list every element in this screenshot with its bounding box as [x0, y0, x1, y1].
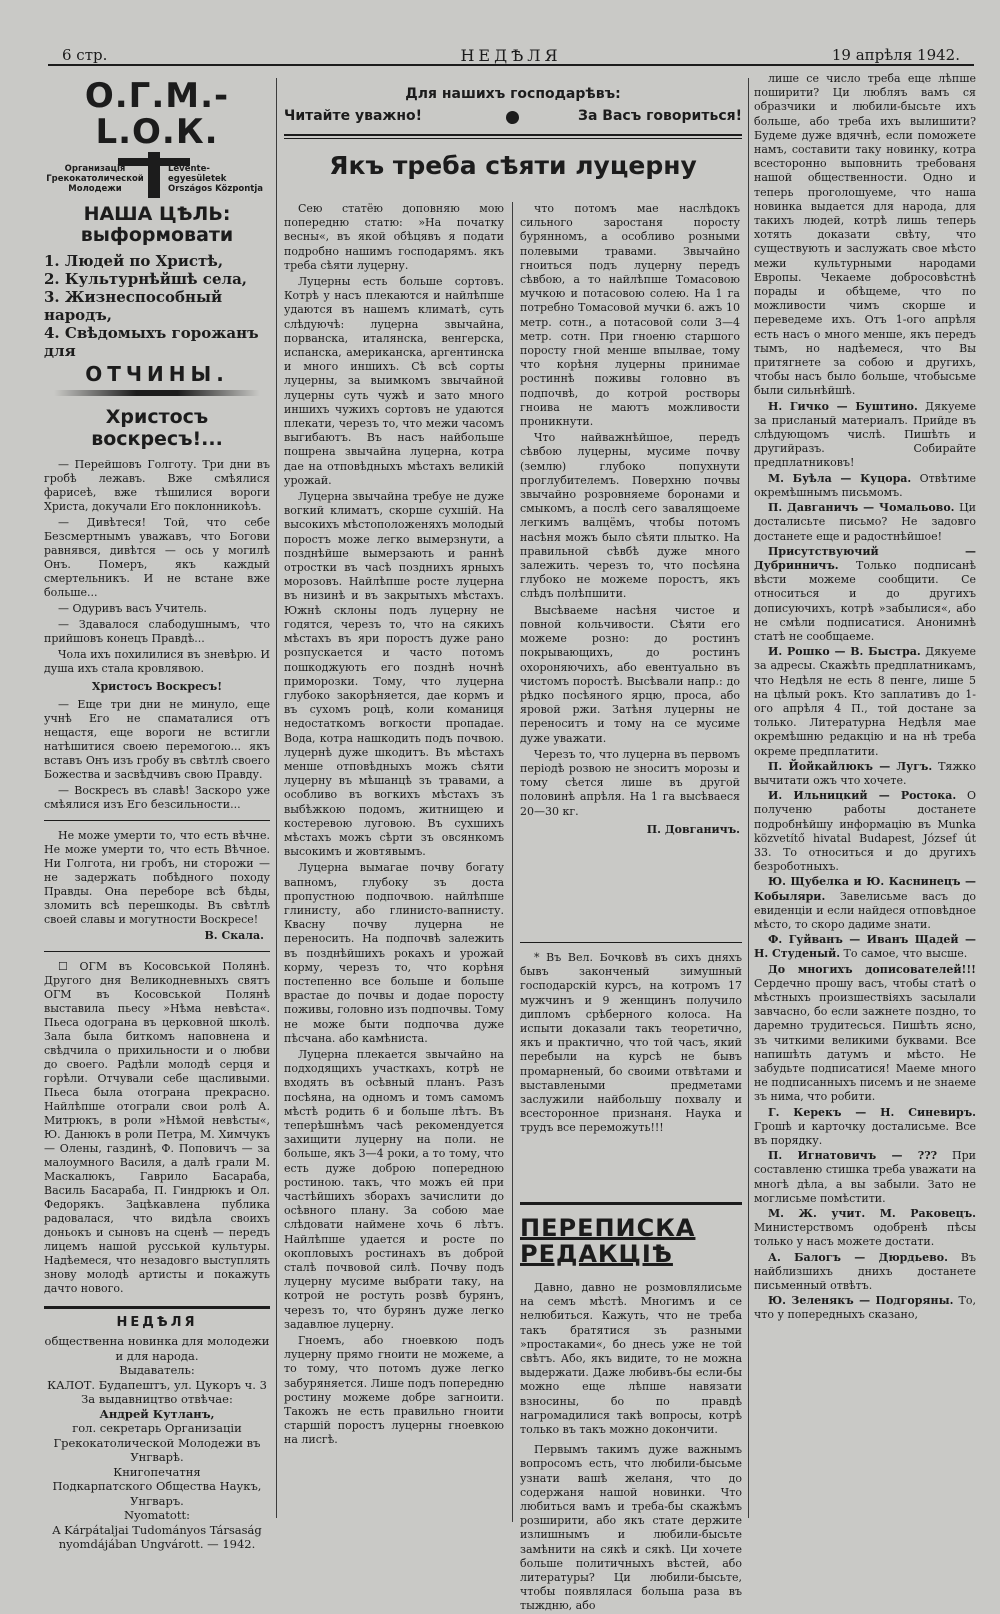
- paragraph: Первымъ такимъ дуже важнымъ вопросомъ есть, что любили-бысьме узнати вашѣ желаня, что до содержаня нашой новинки. Что любиться вамъ и треба-бы скажѣмъ розширити, або якъ стате держите излишнымъ и любили-бысьте замѣнити на сякѣ и сякѣ. Ци хочете больше политичныхъ вѣстей, або литературы? Ци любили-бысьте, чтобы появлялася больша раза въ тыждню, або: [520, 1443, 742, 1613]
- column-divider: [512, 202, 513, 1522]
- paragraph: Не може умерти то, что есть вѣчне. Не може умерти то, что есть Вѣчное. Ни Голгота, ни гробъ, ни сторожи — не задержать побѣдного походу Правды. Она переборе всѣ бѣды, зломить всѣ перешкоды. Въ свѣтлѣ своей славы и могутности Воскресе!: [44, 829, 270, 926]
- divider: [44, 820, 270, 821]
- paragraph: что потомъ мае наслѣдокъ сильного заростаня поросту бурянномъ, а особливо розными полевыми травами. Звычайно гноиться подъ луцерну передъ сѣвбою, а то найлѣпше Томасовою мучкою и потасовою солею. На 1 га потребно Томасовой мучки 6. ажъ 10 метр. сотн., а потасовой соли 3—4 метр. сотн. При гноеню старшого поросту гной менше впылвае, тому что корѣня луцерны принимае ростиннѣ поживы головно въ подпочвѣ, до котрой ростворы гноива не маютъ можливости проникнути.: [520, 202, 740, 429]
- ogm-subtitle-left: Организація Грекокатолической Молодежи: [46, 164, 144, 194]
- reply-item: Ю. Зеленякъ — Подгоряны. То, что у попередныхъ сказано,: [754, 1294, 976, 1322]
- paragraph: Луцерна звычайна требуе не дуже вогкий климатъ, скорше сухшій. На высокихъ мѣстоположеняхъ молодый пороcтъ може легко вымерзнути, а позднѣйше вымерзають и раннѣ отростки въ часѣ позднихъ ярныхъ морозовъ. Найлѣпше росте луцерна въ низинѣ и въ закрытыхъ мѣстахъ. Южнѣ склоны подъ луцерну не годятся, черезъ то, что на сякихъ мѣстахъ въ яри поростъ дуже рано розпускается и часто потомъ пошкоджують его позднѣ ночнѣ приморозки. Тому, что луцерна глубоко закорѣняется, дае кормъ и въ сухомъ роцѣ, коли команиця недостаткомъ вогкости пропадае. Вода, котра нашкодить подъ почвою. луцернѣ дуже шкодитъ. Въ мѣстахъ менше отповѣдныхъ можъ сѣяти луцерну въ мѣшанцѣ зъ травами, а особливо въ вогкихъ мѣстахъ зъ выбѣжкою подомъ, житнищею и костеревою луговою. Въ сухшихъ мѣстахъ можъ сѣрти зъ овсянкомъ высокимъ и жовтявымъ.: [284, 490, 504, 859]
- banner-left: Читайте уважно!: [284, 108, 423, 124]
- ornament-rule: [54, 390, 260, 396]
- reply-item: Присутствуючий — Дубринничъ. Только подписанѣ вѣсти можеме сообщити. Се относиться и до другихъ дописуючихъ, котрѣ »забылися«, або не смѣли подписатися. Анонимнѣ статѣ не сообщаеме.: [754, 544, 976, 643]
- reply-item: Ф. Гуйванъ — Иванъ Щадей — Н. Студеный. То самое, что высше.: [754, 933, 976, 961]
- article-title: Якъ треба сѣяти луцерну: [329, 151, 697, 180]
- ogm-logo-title: О.Г.М.-L.О.К.: [84, 76, 230, 152]
- imprint-line: гол. секретарь Организаціи Грекокатолической Молодежи въ Унгварѣ.: [53, 1421, 261, 1464]
- banner-row: [284, 106, 742, 128]
- divider: [520, 1202, 742, 1205]
- imprint-block: [44, 1334, 270, 1552]
- goal-item: 3. Жизнеспособный народъ,: [44, 288, 223, 324]
- paragraph: — Перейшовъ Голготу. Три дни въ гробѣ лежавъ. Вже смѣялися фарисеѣ, вже тѣшилися вороги Христа, докучали Его поклонникоѣъ.: [44, 458, 270, 513]
- imprint-line: общественна новинка для молодежи и для народа.: [44, 1334, 270, 1363]
- paragraph: Луцерна плекается звычайно на подходящихъ участкахъ, котрѣ не входять въ осѣвный планъ. Разъ посѣяна, на одномъ и томъ самомъ мѣстѣ родить 6 и больше лѣтъ. Въ теперѣшнѣмъ часѣ рекомендуется захищити луцерну на поли. не больше, якъ 3—4 роки, а то тому, что есть дуже доброю попередною ростиною. такъ, что можъ ей при частѣйшихъ зборахъ зачислити до осѣвного плану. За собою мае слѣдовати наймене хочь 6 лѣтъ. Найлѣпше удается и росте по окопловыхъ ростинахъ въ доброй сталѣ почвовой силѣ. Почву подъ луцерну мусиме выбрати таку, на котрой не ростуть розвѣ бурянъ, черезъ то, что бурянъ дуже легко задавлюе луцерну.: [284, 1047, 504, 1331]
- ogm-subtitle-right: Levente-egyesületek Országos Központja: [168, 164, 264, 194]
- reply-item: П. Йойкайлюкъ — Лугъ. Тяжко вычитати ожъ что хочете.: [754, 759, 976, 787]
- paragraph: — Воскресъ въ славѣ! Заскоро уже смѣялися изъ Его безсильности...: [44, 784, 270, 811]
- reply-item: Ю. Щубелка и Ю. Каснинецъ — Кобыляри. Завелисьме васъ до евиденціи и если найдеся отповѣдное мѣсто, то скоро дадиме знати.: [754, 875, 976, 931]
- imprint-line: A Kárpátaljai Tudományos Társaság nyomdájában Ungvárott. — 1942.: [52, 1522, 262, 1551]
- divider: [284, 134, 742, 139]
- paragraph: Луцерны есть больше сортовъ. Котрѣ у насъ плекаются и найлѣпше удаются въ нашемъ климатѣ, суть слѣдуючѣ: луцерна звычайна, порванска, италянска, венгерска, испанска, американска, аргентинска и много иншихъ. Сѣ всѣ сорты луцерны, за выимкомъ звычайной луцерны суть чужѣ и зато много иншихъ чужихъ сортовъ не удаются плекати, черезъ то, что межи часомъ выгибаютъ. Въ насъ найбольше пошрена звычайна луцерна, котра дае на отповѣдныхъ мѣстахъ великій урожай.: [284, 275, 504, 487]
- paragraph: Черезъ то, что луцерна въ первомъ періодѣ розвою не зноситъ морозы и тому сѣется лише въ другой половинѣ апрѣля. На 1 га высѣваеся 20—30 кг.: [520, 747, 740, 818]
- reply-item: Г. Керекъ — Н. Синевиръ. Грошѣ и карточку досталисьме. Все въ порядку.: [754, 1105, 976, 1148]
- divider: [44, 1306, 270, 1309]
- course-news: [520, 942, 742, 1192]
- ogm-cross-emblem: [44, 152, 270, 198]
- page-number: 6 стр.: [62, 46, 108, 64]
- imprint-editor: Андрей Кутланъ,: [99, 1406, 215, 1421]
- goal-heading: НАША ЦѢЛЬ: выформовати: [80, 203, 234, 246]
- middle-column: [284, 78, 742, 1613]
- column-divider: [276, 78, 277, 1518]
- paragraph: — Одуривъ васъ Учитель.: [58, 602, 207, 615]
- divider: [44, 951, 270, 952]
- imprint-line: За выдавництво отвѣчае:: [81, 1392, 233, 1406]
- correspondence-continued: [754, 72, 976, 1323]
- otchiny-heading: ОТЧИНЫ.: [85, 362, 229, 386]
- cross-icon: [148, 152, 160, 198]
- left-column: [44, 76, 270, 1551]
- reply-item: А. Балогъ — Дюрдьево. Въ найблизшихъ днихъ достанете письменный отвѣтъ.: [754, 1250, 976, 1293]
- reply-item: М. Буѣла — Куцора. Отвѣтиме окремѣшнымъ письмомъ.: [754, 471, 976, 499]
- column-divider: [748, 78, 749, 1518]
- article-column-b: [520, 202, 740, 922]
- banner-top: Для нашихъ господарѣвъ:: [405, 86, 621, 102]
- paragraph: Давно, давно не розмовлялисьме на семъ мѣстѣ. Многимъ и се нелюбиться. Кажуть, что не треба такъ братятися зъ разными »простаками«, бо днесь уже не той свѣтъ. Або, якъ видите, то не можна выдержати. Даже любивъ-бы если-бы можно еще лѣпше навязати взносины, бо по правдѣ нагромадилися такѣ вопросы, котрѣ только въ такъ можно докончити.: [520, 1281, 742, 1437]
- easter-exclamation: Христосъ Воскресъ!: [91, 680, 223, 693]
- reply-item: И. Ильницкий — Ростока. О полученю работы достанете подробнѣйшу информацію въ Munka közvetítő hivatal Budapest, József út 33. То относиться и до другихъ безроботныхъ.: [754, 789, 976, 874]
- imprint-line: Книгопечатня: [113, 1464, 201, 1479]
- imprint-line: КАЛОТ. Будапештъ, ул. Цукоръ ч. 3: [47, 1377, 267, 1392]
- news-paragraph: ☐ ОГМ въ Косовськой Полянѣ. Другого дня Великодневныхъ святъ ОГМ въ Косовськой Полянѣ выставила пьесу »Нѣма невѣста«. Пьеса одограна въ церковной школѣ. Зала была биткомъ наповнена и свѣдчила о прихильности и о любви до своего. Радѣли молодѣ серця и горѣли. Отчували себе щасливыми. Пьеса была отограна прекрасно. Найлѣпше отограли свои ролѣ А. Митрюкъ, в роли »Нѣмой невѣсты«, Ю. Данюкъ в роли Петра, М. Химчукъ — Олены, газдинѣ, Ф. Поповичъ — за малоумного Василя, а далѣ грали М. Маскалюкъ, Гаврило Басараба, Василь Басараба, П. Гиндрюкъ и Ол. Федорякъ. Зацѣкавлена публика радовалася, что видѣла своихъ доньокъ и сыновъ на сценѣ — передъ лицемъ нашой русськой культуры. Надѣемеся, что незадовго выступлять знову молодѣ артисты и покажуть дачто нового.: [44, 960, 270, 1295]
- reply-item: П. Игнатовичъ — ??? При составленю стишка треба уважати на многѣ дѣла, а вы забыли. Зато не моглисьме помѣстити.: [754, 1149, 976, 1205]
- reply-item: П. Давганичъ — Чомальово. Ци досталисьте письмо? Не задовго достанете еще и радостнѣйшое!: [754, 501, 976, 543]
- correspondence-heading: ПЕРЕПИСКА РЕДАКЦІѢ: [520, 1214, 696, 1268]
- reply-item: М. Ж. учит. М. Раковецъ. Министерствомъ одобренѣ пѣсы только у насъ можете достати.: [754, 1207, 976, 1249]
- reply-item: Н. Гичко — Буштино. Дякуеме за присланый материалъ. Прийде въ слѣдующомъ числѣ. Пишѣть и другийразъ. Собирайте предплатниковъ!: [754, 399, 976, 470]
- bullet-icon: [506, 111, 519, 124]
- divider: [520, 942, 742, 943]
- article-column-a: [284, 202, 504, 1522]
- paragraph: Высѣваеме насѣня чистое и повной кольчивости. Сѣяти его можеме розно: до ростинъ покрывающихъ, до ростинъ охороняючихъ, або евентуально въ чистомъ поростѣ. Высѣвали напр.: до рѣдко посѣяного ярцю, проса, або яровой ржи. Затѣня луцерны не переноситъ и тому на се мусиме дуже уважати.: [520, 603, 740, 745]
- paragraph: Что найважнѣйшое, передъ сѣвбою луцерны, мусиме почву (землю) глубоко попухнути проглубителемъ. Поверхню почвы звычайно розровняеме боронами и смыкомъ, а послѣ сего завалящоеме легкимъ валцёмъ, чтобы потомъ насѣня можъ было сѣяти плытко. На правильной сѣвбѣ дуже много залежить. черезъ то, что посѣяна глубоко не можеме поростъ, якъ слѣдъ полѣпшити.: [520, 431, 740, 601]
- paragraph: Чола ихъ похилилися въ зневѣрю. И душа ихъ стала кровлявою.: [44, 648, 270, 675]
- easter-heading: Христосъ воскресъ!...: [91, 406, 223, 450]
- paragraph: Луцерна вымагае почву богату вапномъ, глубоку зъ доста пропустною подпочвою. найлѣпше глинисту, або глинисто-вапнисту. Кваcну почву луцерна не переносить. На подпочвѣ залежить въ позднѣйшихъ рокахъ и урожай корму, черезъ то, что корѣня постепенно все больше и больше врастае до почвы и додае поросту поживы, головно изъ подпочвы. Тому не може быти подпочва дуже пѣсчана. або камѣниста.: [284, 861, 504, 1045]
- paragraph: — Здавалося слабодушнымъ, что прийшовъ конецъ Правдѣ...: [44, 618, 270, 645]
- banner-right: За Васъ говориться!: [578, 108, 742, 124]
- paragraph: Гноемъ, або гноевкою подъ луцерну прямо гноити не можеме, а то тому, что потомъ дуже легко забуряняется. Лише подъ попередню ростину можеме добре загноити. Такожъ не есть правильно гноити старшій поростъ луцерны гноевкою на лисгѣ.: [284, 1334, 504, 1447]
- masthead: НЕДѢЛЯ: [460, 46, 562, 65]
- goal-list: [44, 252, 270, 360]
- author-signature: В. Скала.: [204, 929, 264, 942]
- author-signature: П. Довганичъ.: [646, 822, 740, 836]
- reply-item: И. Рошко — В. Быстра. Дякуеме за адресы. Скажѣть предплатникамъ, что Недѣля не есть 8 пенге, лише 5 на цѣлый рокъ. Кто заплативъ до 1-ого апрѣля 4 П., той достане за только. Литературна Недѣля мае окремѣшню редакцію и на нѣ треба окреме предплатити.: [754, 645, 976, 758]
- paragraph: — Дивѣтеся! Той, что себе Безсмертнымъ уважавъ, что Богови равнявся, дивѣтся — ось у могилѣ Онъ. Померъ, якъ каждый смертельникъ. И не встане вже больше...: [44, 516, 270, 599]
- imprint-line: Подкарпатского Общества Наукъ, Унгваръ.: [52, 1479, 262, 1508]
- reply-item: До многихъ дописователей!!! Сердечно прошу васъ, чтобы статѣ о мѣстныхъ произшествіяхъ засылали завчасно, бо если зажнете поздно, то даремно трудитесься. Пишѣть ясно, зъ читкими великими буквами. Все напишѣть датумъ и мѣсто. Не забудьте подписатися! Маеме много не подписанныхъ писемъ и не знаеме зъ нима, что робити.: [754, 962, 976, 1104]
- editorial-correspondence: [520, 1202, 742, 1613]
- page-header: [48, 44, 974, 66]
- issue-date: 19 апрѣля 1942.: [831, 46, 960, 64]
- right-column: [754, 72, 976, 1522]
- article-columns: [284, 202, 742, 1613]
- goal-item: 2. Культурнѣйшѣ села,: [44, 270, 248, 288]
- imprint-line: Nyomatott:: [124, 1508, 190, 1522]
- goal-item: 1. Людей по Христѣ,: [44, 252, 224, 270]
- paragraph: Сею статёю доповняю мою попередню статю: »На початку весны«, въ якой обѣцявъ я подати подробно нашимъ господарямъ. якъ треба сѣяти луцерну.: [284, 202, 504, 272]
- imprint-title: НЕДѢЛЯ: [116, 1315, 198, 1330]
- easter-article: [44, 458, 270, 1296]
- goal-item: 4. Свѣдомыхъ горожанъ для: [44, 324, 259, 360]
- imprint-line: Выдаватель:: [119, 1363, 195, 1377]
- paragraph: * Въ Вел. Бочковѣ въ сихъ дняхъ бывъ законченый зимушный господарскій курсъ, на котромъ 17 мужчинъ и 9 женщинъ получило дипломъ срѣберного колоса. На испыти доказали такъ теоретично, якъ и практично, что той часъ, який перебыли на курсѣ не бывъ промарненый, бо своими отвѣтами и выставлеными предметами заслужили найбольшу похвалу и всесторонное признаня. Наука и трудъ все переможуть!!!: [520, 951, 742, 1135]
- paragraph: — Еще три дни не минуло, еще учнѣ Его не спаматалися отъ нещастя, еще вороги не встигли натѣшитися своею перемогою... якъ вставъ Онъ изъ гробу въ свѣтлѣ своего Божества и засвѣдчивъ свою Правду.: [44, 698, 270, 781]
- paragraph: лише се число треба еще лѣпше поширити? Ци любляъ вамъ ся образчики и любили-бысьте ихъ больше, або треба ихъ вылишити? Будеме дуже вдячнѣ, если поможете намъ, составити таку новинку, котра всесторонно выповнить требованя нашой общественности. Одно и теперь проголошуеме, что наша новинка выдается для народа, для такихъ людей, котрѣ лишь теперь хотять доказати свѣту, что существують и заслужать свое мѣсто межи культурными народами Европы. Чекаеме добросовѣстнѣ порады и обѣщеме, что по можливости чимъ скорше и переведеме ихъ. Отъ 1-ого апрѣля есть насъ о много менше, якъ передъ тымъ, но надѣемеся, что Вы притягнете за собою и другихъ, чтобы насъ было больше, чтобысьме были сильнѣйшѣ.: [754, 72, 976, 398]
